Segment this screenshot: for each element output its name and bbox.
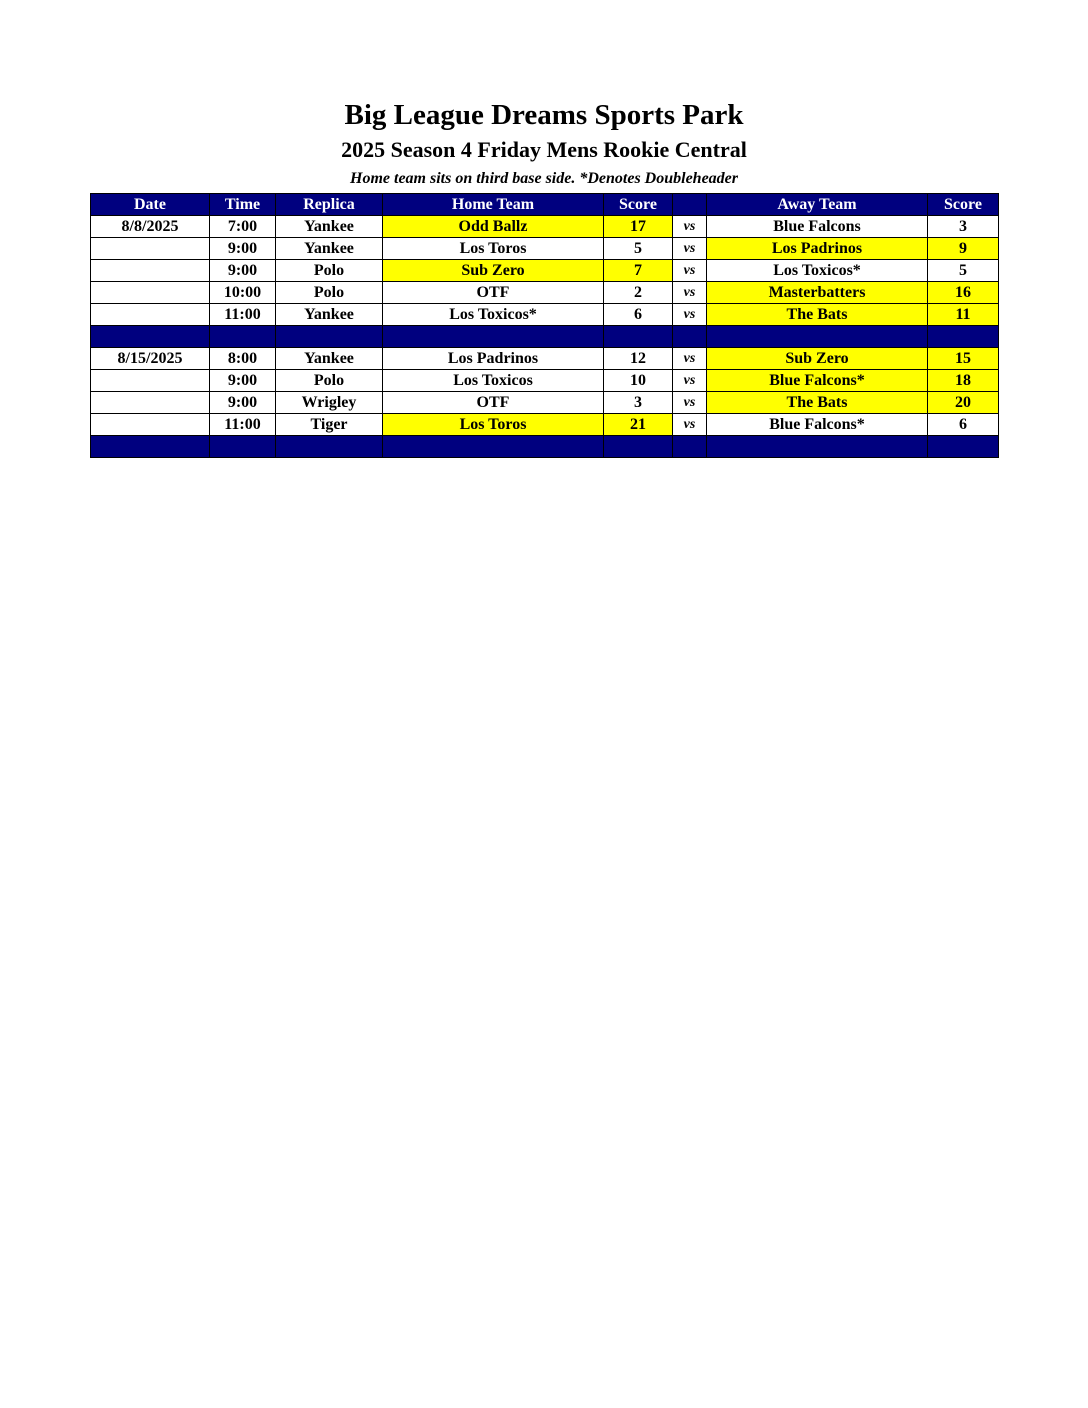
game-date [91,304,210,326]
separator-cell [91,326,210,348]
separator-cell [673,436,707,458]
home-team: Los Toros [383,414,604,436]
home-score: 6 [604,304,673,326]
game-time: 9:00 [210,238,276,260]
game-date [91,260,210,282]
home-score: 10 [604,370,673,392]
vs-label: vs [673,216,707,238]
week-separator-row [91,326,999,348]
away-score: 20 [928,392,999,414]
away-score: 11 [928,304,999,326]
away-team: Blue Falcons* [707,414,928,436]
table-row [91,216,999,238]
game-replica-field: Yankee [276,348,383,370]
away-team: Blue Falcons [707,216,928,238]
col-header-away-team: Away Team [707,194,928,216]
col-header-time: Time [210,194,276,216]
table-row [91,304,999,326]
away-score: 6 [928,414,999,436]
home-team: Odd Ballz [383,216,604,238]
table-row [91,260,999,282]
game-date [91,238,210,260]
separator-cell [383,436,604,458]
separator-cell [604,326,673,348]
separator-cell [210,326,276,348]
game-time: 8:00 [210,348,276,370]
game-replica-field: Polo [276,282,383,304]
col-header-home-team: Home Team [383,194,604,216]
home-score: 17 [604,216,673,238]
vs-label: vs [673,238,707,260]
game-date [91,414,210,436]
away-score: 16 [928,282,999,304]
away-team: Masterbatters [707,282,928,304]
separator-cell [707,436,928,458]
col-header-date: Date [91,194,210,216]
separator-cell [928,326,999,348]
home-score: 7 [604,260,673,282]
away-score: 18 [928,370,999,392]
vs-label: vs [673,282,707,304]
away-team: Los Toxicos* [707,260,928,282]
home-team: Los Padrinos [383,348,604,370]
home-team: Sub Zero [383,260,604,282]
separator-cell [276,436,383,458]
separator-cell [707,326,928,348]
vs-label: vs [673,260,707,282]
away-team: Sub Zero [707,348,928,370]
game-time: 10:00 [210,282,276,304]
game-replica-field: Yankee [276,216,383,238]
separator-cell [276,326,383,348]
game-replica-field: Yankee [276,238,383,260]
schedule-note: Home team sits on third base side. *Denotes Doubleheader [350,170,738,187]
away-team: The Bats [707,304,928,326]
home-score: 3 [604,392,673,414]
table-row [91,414,999,436]
away-team: Blue Falcons* [707,370,928,392]
separator-cell [91,436,210,458]
separator-cell [673,326,707,348]
col-header-home-score: Score [604,194,673,216]
vs-label: vs [673,304,707,326]
away-score: 15 [928,348,999,370]
game-time: 11:00 [210,304,276,326]
separator-cell [928,436,999,458]
separator-cell [383,326,604,348]
home-team: Los Toxicos* [383,304,604,326]
game-replica-field: Yankee [276,304,383,326]
game-time: 9:00 [210,392,276,414]
game-date [91,282,210,304]
separator-cell [604,436,673,458]
game-date [91,392,210,414]
home-team: OTF [383,282,604,304]
schedule-table [90,193,999,458]
away-score: 3 [928,216,999,238]
game-time: 9:00 [210,260,276,282]
table-row [91,370,999,392]
game-replica-field: Tiger [276,414,383,436]
home-score: 2 [604,282,673,304]
home-score: 12 [604,348,673,370]
page-title: Big League Dreams Sports Park [344,99,744,131]
table-row [91,238,999,260]
away-score: 9 [928,238,999,260]
game-date: 8/15/2025 [91,348,210,370]
vs-label: vs [673,414,707,436]
col-header-replica: Replica [276,194,383,216]
home-team: Los Toros [383,238,604,260]
away-team: The Bats [707,392,928,414]
vs-label: vs [673,348,707,370]
table-header-row [91,194,999,216]
game-time: 11:00 [210,414,276,436]
game-date: 8/8/2025 [91,216,210,238]
separator-cell [210,436,276,458]
home-score: 21 [604,414,673,436]
table-row [91,392,999,414]
away-score: 5 [928,260,999,282]
game-date [91,370,210,392]
col-header-away-score: Score [928,194,999,216]
week-separator-row [91,436,999,458]
page-subtitle: 2025 Season 4 Friday Mens Rookie Central [341,137,747,162]
table-row [91,282,999,304]
schedule-body [91,216,999,458]
home-team: Los Toxicos [383,370,604,392]
game-replica-field: Wrigley [276,392,383,414]
game-time: 9:00 [210,370,276,392]
game-replica-field: Polo [276,260,383,282]
game-replica-field: Polo [276,370,383,392]
table-row [91,348,999,370]
col-header-vs [673,194,707,216]
home-team: OTF [383,392,604,414]
vs-label: vs [673,392,707,414]
away-team: Los Padrinos [707,238,928,260]
game-time: 7:00 [210,216,276,238]
home-score: 5 [604,238,673,260]
vs-label: vs [673,370,707,392]
